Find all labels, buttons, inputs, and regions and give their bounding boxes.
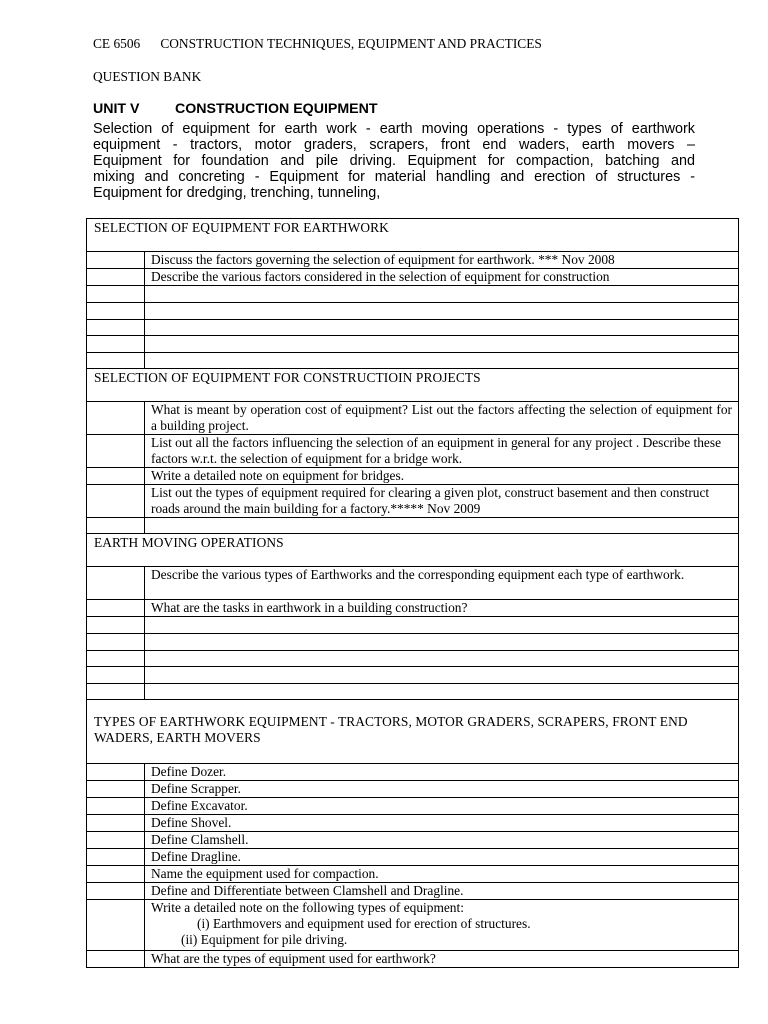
unit-title: UNIT V CONSTRUCTION EQUIPMENT [93, 101, 378, 117]
question-text: Name the equipment used for compaction. [145, 866, 739, 883]
unit-syllabus [93, 121, 695, 201]
question-text: List out all the factors influencing the selection of an equipment in general for any project . Describe these factors w.r.t. the selection of equipment for a bridge work. [145, 435, 739, 468]
course-title: CE 6506 CONSTRUCTION TECHNIQUES, EQUIPMENT AND PRACTICES [93, 36, 542, 51]
section-title: EARTH MOVING OPERATIONS [87, 534, 739, 567]
question-text: Define Shovel. [145, 815, 739, 832]
syllabus-line: Equipment for dredging, trenching, tunneling, [93, 185, 381, 201]
table-row [87, 567, 739, 600]
table-row [87, 485, 739, 518]
table-row [87, 269, 739, 286]
table-row [87, 651, 739, 667]
section-header [87, 369, 739, 402]
table-row [87, 600, 739, 617]
question-text: Describe the various factors considered in the selection of equipment for construction [145, 269, 739, 286]
question-text: Describe the various types of Earthworks and the corresponding equipment each type of earthwork. [145, 567, 739, 600]
question-text: What are the types of equipment used for earthwork? [145, 951, 739, 968]
section-title: TYPES OF EARTHWORK EQUIPMENT - TRACTORS, MOTOR GRADERS, SCRAPERS, FRONT END WADERS, EARTH MOVERS [87, 700, 739, 764]
section-header [87, 534, 739, 567]
question-text: Define Excavator. [145, 798, 739, 815]
table-row [87, 866, 739, 883]
table-row [87, 435, 739, 468]
syllabus-line: mixing and concreting - Equipment for material handling and erection of structures - [93, 169, 695, 185]
syllabus-line: Selection of equipment for earth work - earth moving operations - types of earthwork [93, 121, 695, 137]
question-text: List out the types of equipment required for clearing a given plot, construct basement and then construct roads around the main building for a factory.***** Nov 2009 [145, 485, 739, 518]
table-row [87, 518, 739, 534]
table-row [87, 667, 739, 684]
table-row [87, 468, 739, 485]
table-row [87, 684, 739, 700]
table-row [87, 815, 739, 832]
table-row [87, 849, 739, 866]
question-text: What is meant by operation cost of equipment? List out the factors affecting the selection of equipment for a building project. [145, 402, 739, 435]
table-row [87, 764, 739, 781]
syllabus-line: Equipment for foundation and pile driving. Equipment for compaction, batching and [93, 153, 695, 169]
table-row [87, 951, 739, 968]
question-text: What are the tasks in earthwork in a building construction? [145, 600, 739, 617]
section-title: SELECTION OF EQUIPMENT FOR CONSTRUCTIOIN PROJECTS [87, 369, 739, 402]
question-text: Define Dragline. [145, 849, 739, 866]
section-header [87, 700, 739, 764]
table-row [87, 832, 739, 849]
question-text: Discuss the factors governing the selection of equipment for earthwork. *** Nov 2008 [145, 252, 739, 269]
table-row [87, 900, 739, 951]
table-row [87, 617, 739, 634]
question-text: Define Scrapper. [145, 781, 739, 798]
table-row [87, 320, 739, 336]
question-subitem: (ii) Equipment for pile driving. [181, 932, 348, 947]
question-text: Define Dozer. [145, 764, 739, 781]
syllabus-line: equipment - tractors, motor graders, scrapers, front end waders, earth movers – [93, 137, 695, 153]
question-text: Define and Differentiate between Clamshell and Dragline. [145, 883, 739, 900]
section-header [87, 219, 739, 252]
table-row [87, 353, 739, 369]
document-type: QUESTION BANK [93, 69, 202, 84]
table-row [87, 634, 739, 651]
question-text: Define Clamshell. [145, 832, 739, 849]
table-row [87, 402, 739, 435]
question-table [86, 218, 739, 968]
question-text: Write a detailed note on equipment for bridges. [145, 468, 739, 485]
question-subitem: (i) Earthmovers and equipment used for erection of structures. [197, 916, 531, 931]
section-title: SELECTION OF EQUIPMENT FOR EARTHWORK [87, 219, 739, 252]
question-text [145, 900, 739, 951]
table-row [87, 286, 739, 303]
table-row [87, 303, 739, 320]
table-row [87, 336, 739, 353]
table-row [87, 798, 739, 815]
question-line: Write a detailed note on the following types of equipment: [151, 900, 464, 915]
table-row [87, 252, 739, 269]
table-row [87, 883, 739, 900]
table-row [87, 781, 739, 798]
